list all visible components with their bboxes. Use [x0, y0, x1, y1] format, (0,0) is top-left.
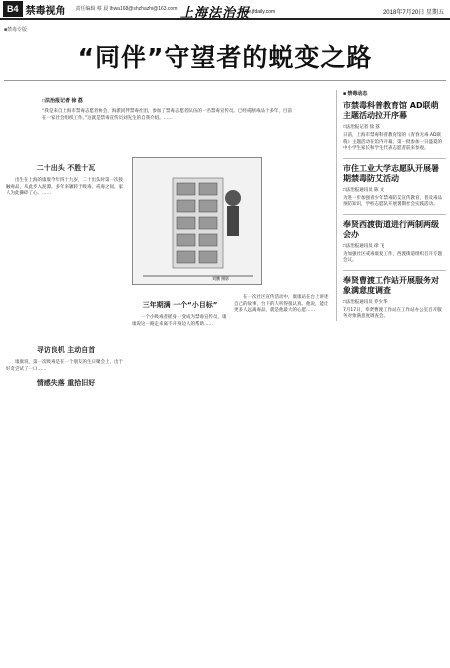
- divider: [343, 158, 446, 159]
- column-text: 康康说，第一次吸毒是在一个朋友的生日聚会上，出于好奇尝试了一口……: [6, 360, 123, 372]
- sidebar-tag: ■ 禁毒动态: [343, 91, 368, 97]
- subhead: 情感失落 重拾旧好: [36, 379, 96, 387]
- sidebar-body: 7月17日，奉贤曹渡工作站在工作站办公室召开服务对象满意度调查会。: [343, 307, 442, 319]
- sidebar-body: 日前，上海市禁毒科普教育馆的《青春无毒 AD联萌》主题活动在馆内开幕，第一批参加一日盛夏的中小学生家长和学生代表志愿者前来参观。: [343, 133, 442, 151]
- sidebar-title: 市住工业大学志愿队开展暑期禁毒防艾活动: [343, 163, 439, 183]
- article-column-1b: [6, 340, 126, 393]
- subhead: 二十出头 不胜十瓦: [36, 164, 96, 172]
- column-tag: ■禁毒专版: [4, 27, 28, 33]
- editor-meta: 责任编辑 蔡 晨 lhwa168@shzhazhi@163.com: [75, 6, 178, 12]
- sidebar-byline: □法治报通讯员 陈 文: [343, 186, 385, 192]
- photo-credit: 刘鹏 摄影: [212, 276, 230, 281]
- article-column-1: [6, 158, 126, 200]
- issue-date: 2018年7月20日 星期五: [382, 10, 444, 16]
- column-text: 出生在上海的康康今年四十九岁，二十出头时第一次接触毒品，从此步入泥潭。多年来辗转于吸毒、戒毒之间，家人为此操碎了心。……: [6, 178, 123, 196]
- sidebar-title: 市禁毒科普教育馆 AD联萌主题活动拉开序幕: [343, 101, 439, 120]
- article-column-2: [132, 295, 228, 330]
- sidebar-body: 为进一步加强青少年禁毒防艾宣传教育，普及毒品预防知识，学校志愿队开展暑期社会实践活动。: [343, 195, 442, 207]
- lead-paragraph: “我是来自上海市禁毒志愿者协会，海派同伴禁毒社团，参加了禁毒志愿者队伍的一名禁毒宣传员。已经戒断毒品十多年，目前在一家社会组织工作。”这就是禁毒宣传员刘先生的自我介绍。……: [42, 109, 292, 121]
- subhead: 寻访良机 主动自首: [36, 346, 96, 354]
- divider: [4, 80, 446, 81]
- column-text: 一个小吸毒者摇身一变成为禁毒宣传员，康康说这一路走来离不开身边人的帮助……: [132, 315, 227, 327]
- illustration: [132, 157, 262, 285]
- article-column-3: [234, 295, 330, 317]
- divider: [343, 214, 446, 215]
- masthead: 上海法治报: [180, 6, 251, 21]
- sidebar-title: 奉贤曹渡工作站开展服务对象满意度调查: [343, 275, 439, 295]
- divider: [343, 270, 446, 271]
- subhead: 三年期满 一个“小目标”: [142, 301, 218, 309]
- headline: “同伴”守望者的蜕变之路: [77, 43, 373, 72]
- sidebar-byline: □法治报记者 徐 荔: [343, 124, 380, 129]
- site-url: www.jfdaily.com: [240, 9, 276, 15]
- section-title: 禁毒视角: [25, 5, 66, 17]
- sidebar-body: 为加强社区戒毒康复工作，西渡街道组织召开专题会议。: [343, 251, 442, 263]
- sidebar-title: 奉贤西渡街道进行两制两级会办: [343, 219, 439, 239]
- sidebar-byline: □法治报通讯员 徐 飞: [343, 242, 385, 248]
- column-text: 在一次社区宣传活动中，康康站在台上讲述自己的故事，台下的人听得很认真。他说，能让更多人远离毒品，就是他最大的心愿……: [234, 295, 329, 313]
- sidebar-byline: □法治报通讯员 乔少华: [343, 298, 388, 304]
- page-number: B4: [3, 1, 23, 17]
- reporter-byline: □法治报记者 徐 荔: [42, 98, 83, 104]
- news-sidebar: [336, 90, 446, 321]
